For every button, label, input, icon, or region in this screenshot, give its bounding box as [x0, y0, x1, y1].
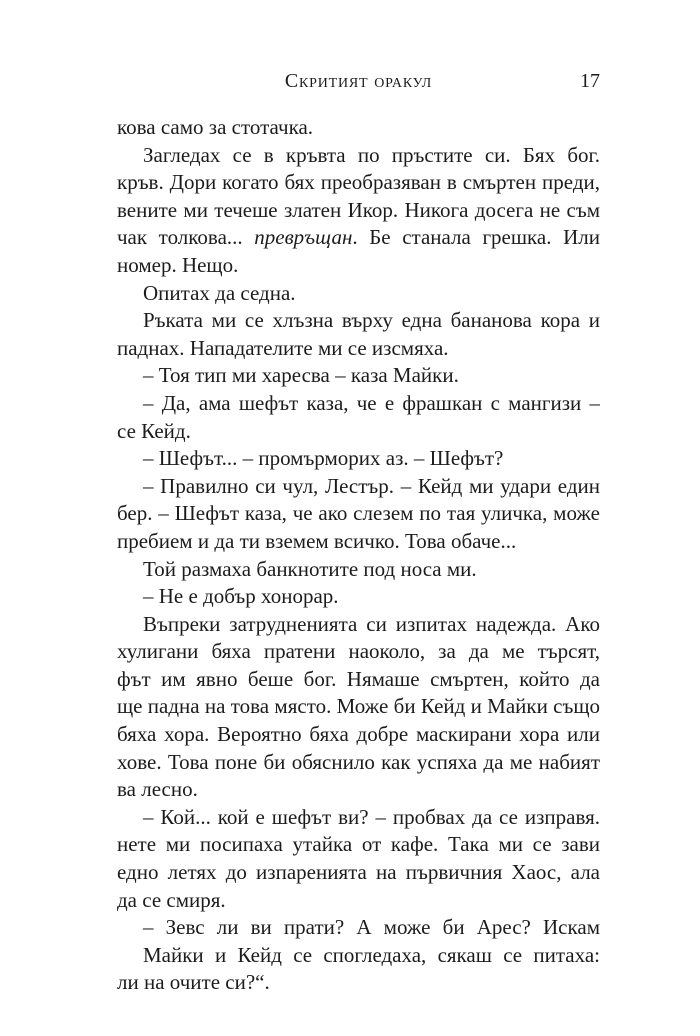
- text-line: [117, 583, 600, 611]
- text-line: [117, 252, 600, 280]
- line-text: – Тоя тип ми харесва – каза Майки.: [143, 363, 459, 388]
- line-text: – Шефът... – промърморих аз. – Шефът?: [143, 446, 504, 471]
- line-text: бяха хора. Вероятно бяха добре маскирани хора или: [117, 722, 600, 747]
- line-text: ще падна на това място. Може би Кейд и Майки също: [117, 694, 600, 719]
- line-emphasis: превръщан: [254, 225, 353, 250]
- text-line: [117, 500, 600, 528]
- line-text: – Не е добър хонорар.: [143, 584, 339, 609]
- line-text: Той размаха банкнотите под носа ми.: [143, 556, 477, 581]
- text-line: [117, 611, 600, 639]
- running-header: [117, 70, 600, 98]
- text-line: [117, 169, 600, 197]
- line-text: Въпреки затрудненията си изпитах надежда. Ако: [143, 611, 600, 636]
- text-line: [117, 280, 600, 308]
- line-text: – Да, ама шефът каза, че е фрашкан с мангизи –: [143, 390, 600, 415]
- line-text: се Кейд.: [117, 418, 191, 443]
- text-line: [117, 390, 600, 418]
- line-text: да се смиря.: [117, 887, 226, 912]
- line-text: кова само за стотачка.: [117, 115, 314, 139]
- line-text: пребием и да ти вземем всичко. Това обаче...: [117, 528, 517, 553]
- line-text: Майки и Кейд се спогледаха, сякаш се питаха:: [143, 942, 600, 967]
- line-text: бер. – Шефът каза, че ако слезем по тая уличка, може: [117, 501, 600, 526]
- line-text: – Правилно си чул, Лестър. – Кейд ми удари един: [143, 473, 600, 498]
- text-line: [117, 887, 600, 915]
- line-text: номер. Нещо.: [117, 252, 239, 277]
- body-text: [117, 114, 600, 997]
- text-line: [117, 307, 600, 335]
- line-text: Опитах да седна.: [143, 280, 296, 305]
- text-line: [117, 693, 600, 721]
- text-line: [117, 114, 600, 142]
- text-line: [117, 859, 600, 887]
- line-text: Загледах се в кръвта по пръстите си. Бях бог.: [143, 142, 600, 167]
- line-text: ва лесно.: [117, 777, 198, 802]
- text-line: [117, 749, 600, 777]
- chapter-title: Скритият оракул: [284, 70, 433, 92]
- line-text: ли на очите си?“.: [117, 970, 270, 995]
- text-line: [117, 335, 600, 363]
- line-text-after: . Бе станала грешка. Или: [352, 225, 600, 250]
- text-line: [117, 362, 600, 390]
- line-text: кръв. Дори когато бях преобразяван в смъртен преди,: [117, 170, 600, 195]
- text-line: [117, 969, 600, 997]
- text-line: [117, 445, 600, 473]
- line-text: вените ми течеше златен Икор. Никога досега не съм: [117, 197, 600, 222]
- text-line: [117, 224, 600, 252]
- line-text: фът им явно беше бог. Нямаше смъртен, който да: [117, 666, 600, 691]
- text-line: [117, 776, 600, 804]
- line-text: едно летях до изпаренията на първичния Хаос, ала: [117, 860, 600, 885]
- line-text: хулигани бяха пратени наоколо, за да ме търсят,: [117, 639, 600, 664]
- text-line: [117, 804, 600, 832]
- line-text: – Кой... кой е шефът ви? – пробвах да се изправя.: [143, 804, 600, 829]
- page-number: 17: [580, 70, 600, 92]
- text-line: [117, 528, 600, 556]
- line-text: хове. Това поне би обяснило как успяха да ме набият: [117, 749, 600, 774]
- text-line: [117, 473, 600, 501]
- text-line: [117, 556, 600, 584]
- line-text: – Зевс ли ви прати? А може би Арес? Искам: [143, 915, 600, 940]
- line-text: нете ми посипаха утайка от кафе. Така ми се зави: [117, 832, 600, 857]
- text-line: [117, 914, 600, 942]
- line-text: чак толкова...: [117, 225, 255, 250]
- text-line: [117, 666, 600, 694]
- text-line: [117, 638, 600, 666]
- text-line: [117, 831, 600, 859]
- text-line: [117, 142, 600, 170]
- text-line: [117, 418, 600, 446]
- text-line: [117, 197, 600, 225]
- text-line: [117, 721, 600, 749]
- text-line: [117, 942, 600, 970]
- line-text: Ръката ми се хлъзна върху една бананова кора и: [143, 308, 600, 333]
- line-text: паднах. Нападателите ми се изсмяха.: [117, 335, 449, 360]
